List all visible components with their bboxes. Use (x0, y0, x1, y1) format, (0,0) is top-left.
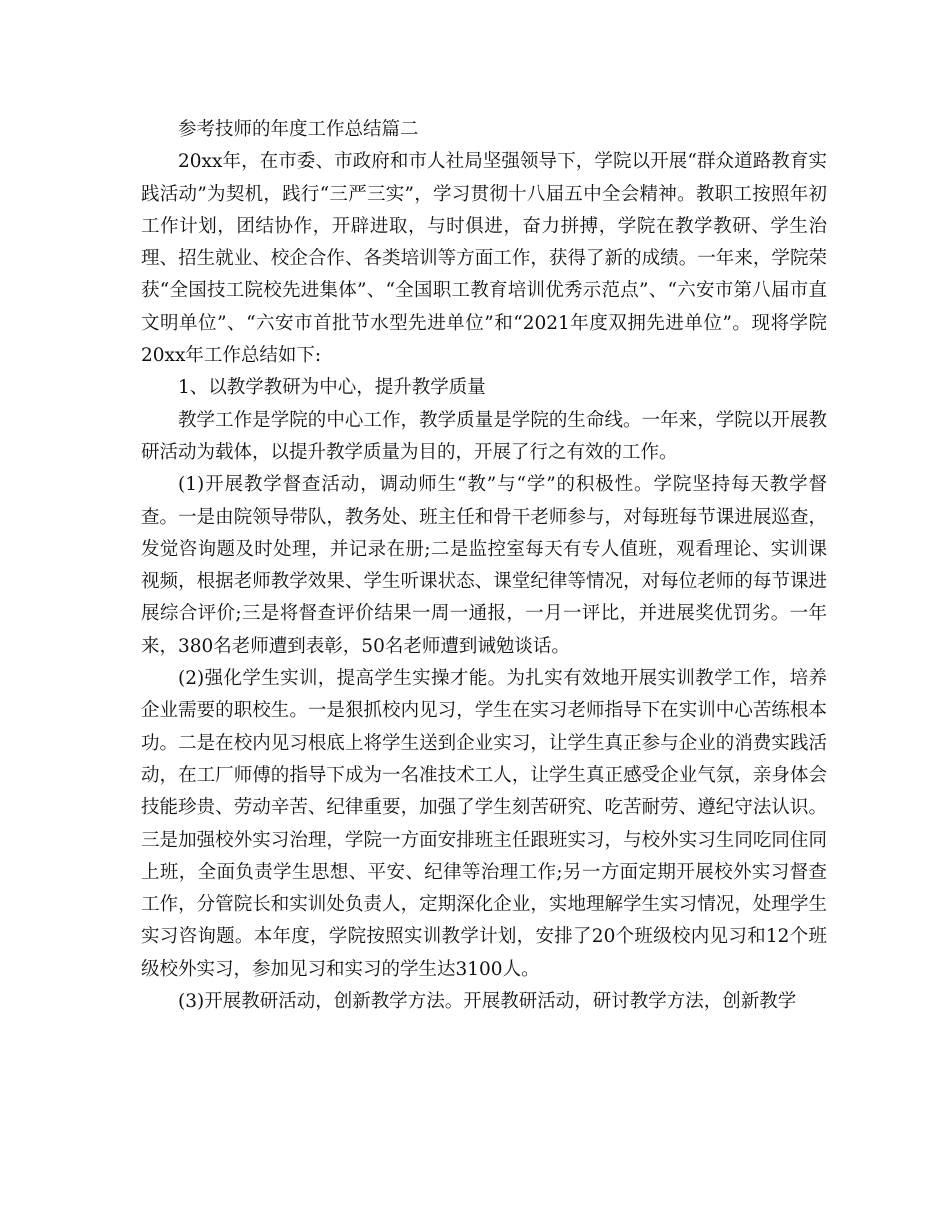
paragraph-practical-training: (2)强化学生实训，提高学生实操才能。为扎实有效地开展实训教学工作，培养企业需要的职校生。一是狠抓校内见习，学生在实习老师指导下在实训中心苦练根本功。二是在校内见习根底上将学生送到企业实习，让学生真正参与企业的消费实践活动，在工厂师傅的指导下成为一名准技术工人，让学生真正感受企业气氛，亲身体会技能珍贵、劳动辛苦、纪律重要，加强了学生刻苦研究、吃苦耐劳、遵纪守法认识。三是加强校外实习治理，学院一方面安排班主任跟班实习，与校外实习生同吃同住同上班，全面负责学生思想、平安、纪律等治理工作;另一方面定期开展校外实习督查工作，分管院长和实训处负责人，定期深化企业，实地理解学生实习情况，处理学生实习咨询题。本年度，学院按照实训教学计划，安排了20个班级校内见习和12个班级校外实习，参加见习和实习的学生达3100人。 (141, 668, 827, 980)
section-heading-1: 1、以教学教研为中心，提升教学质量 (178, 377, 486, 399)
document-title: 参考技师的年度工作总结篇二 (178, 119, 419, 140)
paragraph-intro: 20xx年，在市委、市政府和市人社局坚强领导下，学院以开展“群众道路教育实践活动”为契机，践行“三严三实”，学习贯彻十八届五中全会精神。教职工按照年初工作计划，团结协作，开辟进取，与时俱进，奋力拼搏，学院在教学教研、学生治理、招生就业、校企合作、各类培训等方面工作，获得了新的成绩。一年来，学院荣获“全国技工院校先进集体”、“全国职工教育培训优秀示范点”、“六安市第八届市直文明单位”、“六安市首批节水型先进单位”和“2021年度双拥先进单位”。现将学院20xx年工作总结如下: (141, 151, 827, 367)
document-body (141, 114, 827, 1018)
paragraph-teaching-supervision: (1)开展教学督查活动，调动师生“教”与“学”的积极性。学院坚持每天教学督查。一是由院领导带队，教务处、班主任和骨干老师参与，对每班每节课进展巡查，发觉咨询题及时处理，并记录在册;二是监控室每天有专人值班，观看理论、实训课视频，根据老师教学效果、学生听课状态、课堂纪律等情况，对每位老师的每节课进展综合评价;三是将督查评价结果一周一通报，一月一评比，并进展奖优罚劣。一年来，380名老师遭到表彰，50名老师遭到诫勉谈话。 (141, 474, 827, 657)
paragraph-teaching-research: (3)开展教研活动，创新教学方法。开展教研活动，研讨教学方法，创新教学 (178, 991, 797, 1013)
paragraph-teaching-work: 教学工作是学院的中心工作，教学质量是学院的生命线。一年来，学院以开展教研活动为载体，以提升教学质量为目的，开展了行之有效的工作。 (141, 409, 827, 463)
